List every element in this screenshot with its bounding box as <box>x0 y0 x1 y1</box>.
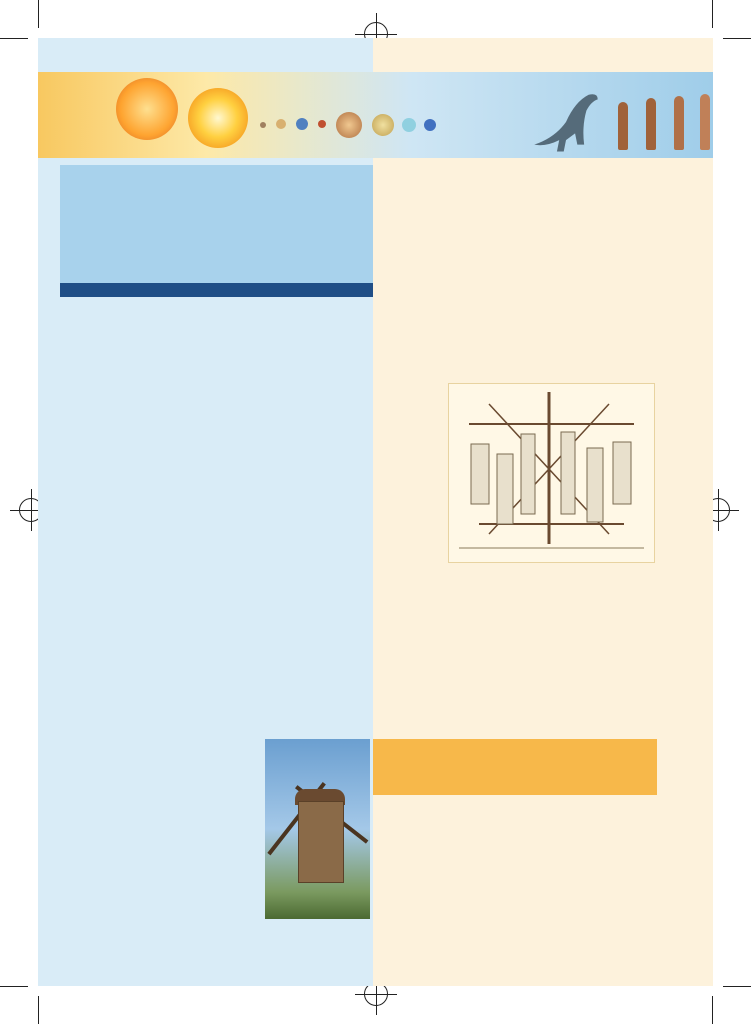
dinosaur-image <box>526 88 606 156</box>
planet-image <box>336 112 362 138</box>
windmill-body <box>298 801 344 883</box>
crop-mark <box>723 986 751 987</box>
crop-mark <box>712 0 713 28</box>
sun-glow-image <box>116 78 178 140</box>
windmill-photo <box>265 739 370 919</box>
planet-image <box>424 119 436 131</box>
planet-image <box>372 114 394 136</box>
early-human-figure <box>618 102 628 150</box>
early-human-figure <box>646 98 656 150</box>
article-header-box <box>60 165 373 287</box>
planet-image <box>276 119 286 129</box>
crop-mark <box>38 996 39 1024</box>
crop-mark <box>723 38 751 39</box>
banner <box>38 72 713 158</box>
crop-mark <box>712 996 713 1024</box>
crop-mark <box>0 38 28 39</box>
crop-mark <box>0 986 28 987</box>
early-human-figure <box>674 96 684 150</box>
persian-windmill-illustration <box>448 383 655 563</box>
planet-image <box>296 118 308 130</box>
author-bar <box>60 283 373 297</box>
planet-image <box>318 120 326 128</box>
planet-image <box>260 122 266 128</box>
crop-mark <box>38 0 39 28</box>
early-human-figure <box>700 94 710 150</box>
sun-image <box>188 88 248 148</box>
planet-image <box>402 118 416 132</box>
photo-caption <box>373 739 657 795</box>
